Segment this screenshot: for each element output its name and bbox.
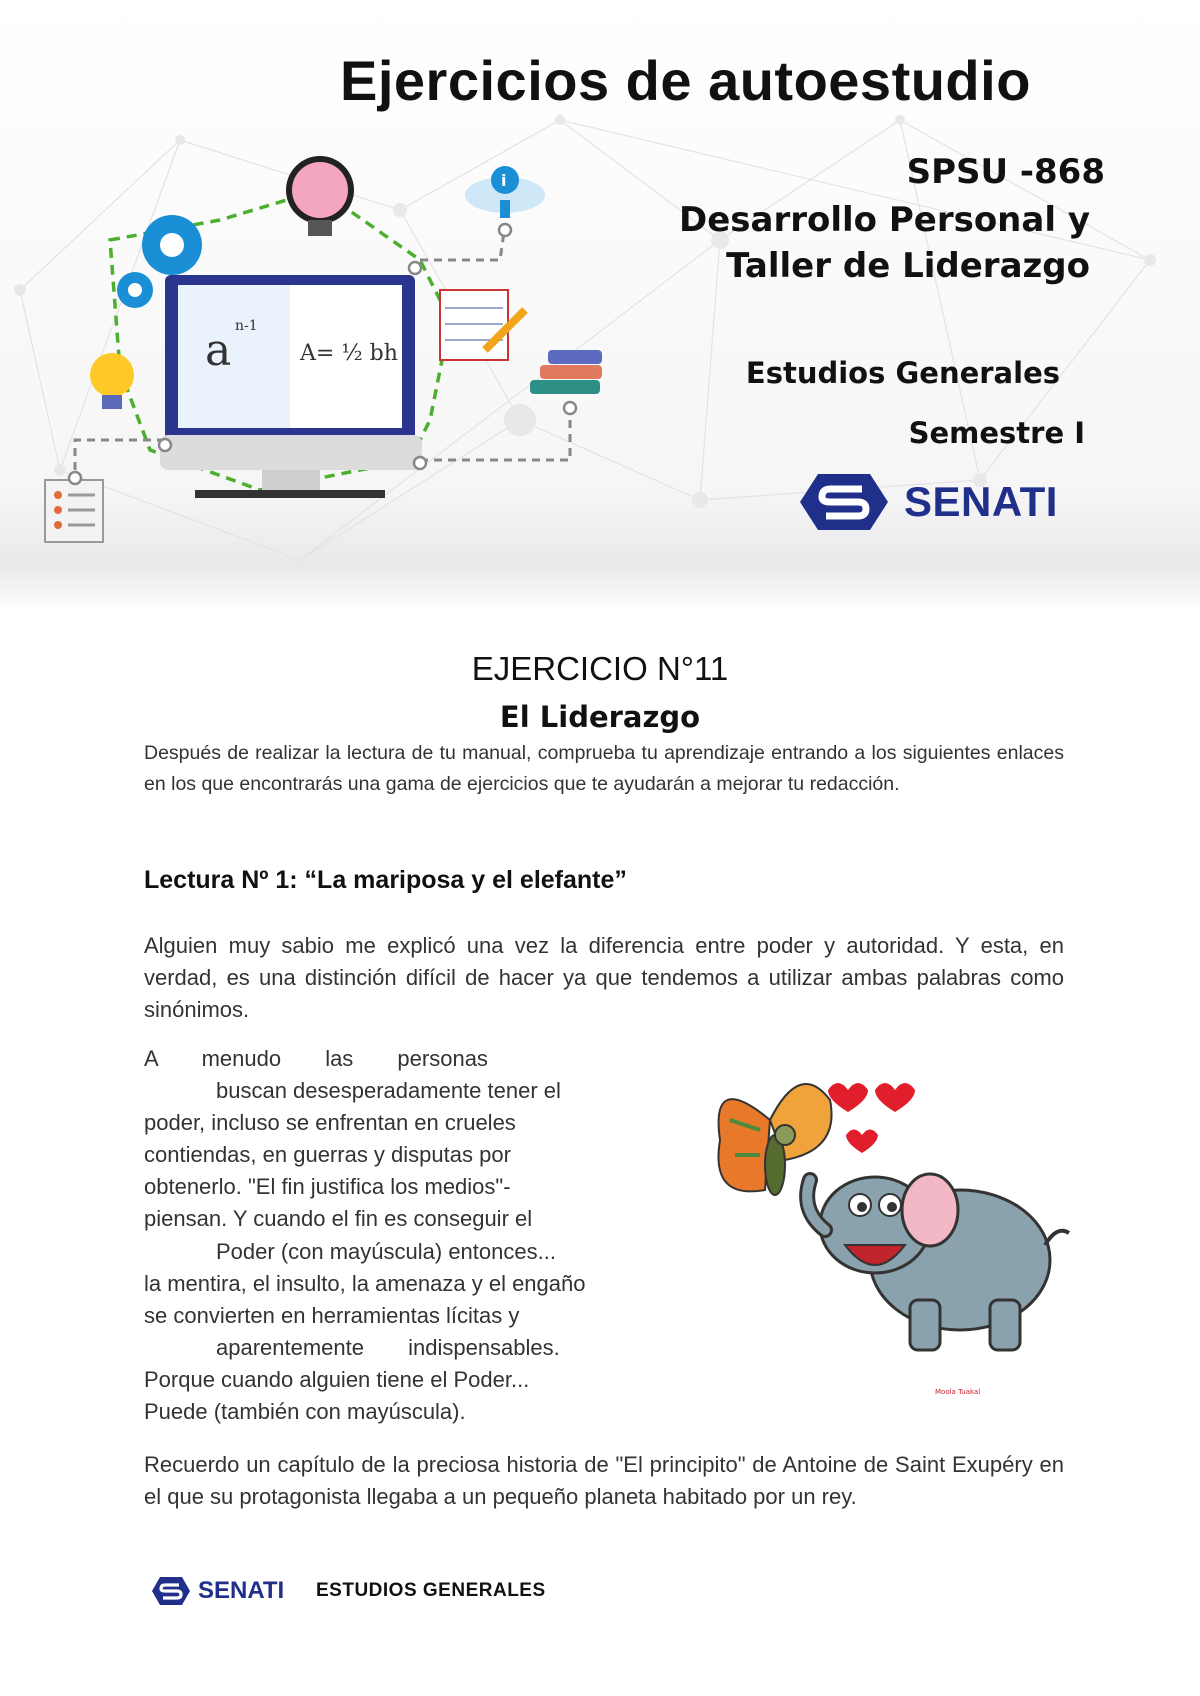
exercise-subtitle: El Liderazgo bbox=[499, 700, 701, 734]
paragraph-line: obtenerlo. "El fin justifica los medios"- bbox=[144, 1174, 511, 1200]
brain-lightbulb-icon bbox=[286, 156, 354, 236]
checklist-icon bbox=[45, 480, 103, 542]
paragraph-line: A menudo las personas bbox=[144, 1046, 488, 1071]
reading-paragraph-1: Alguien muy sabio me explicó una vez la diferencia entre poder y autoridad. Y esta, en verdad, es una distinción difícil de hacer ya que tendemos a utilizar ambas palabras como sinónimos. bbox=[144, 933, 1064, 1022]
books-icon bbox=[530, 350, 602, 394]
senati-logo-icon bbox=[152, 1576, 190, 1606]
svg-text:A= ½ bh: A= ½ bh bbox=[300, 341, 398, 366]
svg-text:n-1: n-1 bbox=[235, 318, 258, 334]
reading-paragraph-3: Recuerdo un capítulo de la preciosa historia de "El principito" de Antoine de Saint Exupéry en el que su protagonista llegaba a un pequeño planeta habitado por un rey. bbox=[144, 1452, 1064, 1509]
course-name-line1: Desarrollo Personal y bbox=[678, 200, 1090, 240]
course-name-line2: Taller de Liderazgo bbox=[726, 246, 1090, 286]
paragraph-line: contiendas, en guerras y disputas por bbox=[144, 1142, 511, 1168]
monitor-icon bbox=[160, 275, 422, 498]
paragraph-line: aparentemente indispensables. bbox=[216, 1334, 560, 1360]
footer-label: ESTUDIOS GENERALES bbox=[316, 1580, 546, 1601]
image-caption: Moola Tuakal bbox=[935, 1388, 981, 1396]
paragraph-line: la mentira, el insulto, la amenaza y el engaño bbox=[144, 1270, 586, 1296]
senati-logo-icon bbox=[800, 472, 888, 532]
paragraph-line: se convierten en herramientas lícitas y bbox=[144, 1302, 520, 1328]
notepad-pencil-icon bbox=[440, 290, 525, 360]
course-code: SPSU -868 bbox=[906, 152, 1105, 192]
reading-paragraph-2 bbox=[144, 1043, 644, 1428]
page-title: Ejercicios de autoestudio bbox=[340, 49, 1031, 112]
paragraph-line: Poder (con mayúscula) entonces... bbox=[216, 1238, 556, 1264]
senati-logo bbox=[800, 472, 1058, 532]
area-label: Estudios Generales bbox=[745, 356, 1060, 390]
reading-heading: Lectura Nº 1: “La mariposa y el elefante” bbox=[144, 866, 627, 894]
footer-senati-logo bbox=[152, 1576, 284, 1606]
header-banner bbox=[0, 0, 1200, 610]
header-illustration bbox=[0, 150, 640, 550]
exercise-title: EJERCICIO N°11 bbox=[471, 650, 729, 687]
exercise-intro: Después de realizar la lectura de tu manual, comprueba tu aprendizaje entrando a los siguientes enlaces en los que encontrarás una gama de ejercicios que te ayudarán a mejorar tu redacción. bbox=[144, 742, 1064, 795]
svg-text:a: a bbox=[205, 325, 232, 376]
paragraph-line: buscan desesperadamente tener el bbox=[216, 1078, 561, 1104]
paragraph-line: poder, incluso se enfrentan en crueles bbox=[144, 1110, 516, 1136]
info-cloud-icon bbox=[465, 166, 545, 218]
paragraph-line: Porque cuando alguien tiene el Poder... bbox=[144, 1366, 530, 1392]
footer-senati-wordmark: SENATI bbox=[198, 1577, 285, 1604]
senati-wordmark: SENATI bbox=[904, 478, 1058, 525]
paragraph-line: piensan. Y cuando el fin es conseguir el bbox=[144, 1206, 533, 1232]
hearts-icon bbox=[828, 1083, 915, 1153]
paragraph-line: Puede (también con mayúscula). bbox=[144, 1399, 466, 1425]
butterfly-elephant-illustration bbox=[690, 1060, 1090, 1400]
elephant-icon bbox=[807, 1174, 1069, 1350]
lightbulb-icon bbox=[90, 353, 134, 409]
svg-text:i: i bbox=[501, 171, 507, 190]
semester-label: Semestre I bbox=[908, 416, 1085, 450]
